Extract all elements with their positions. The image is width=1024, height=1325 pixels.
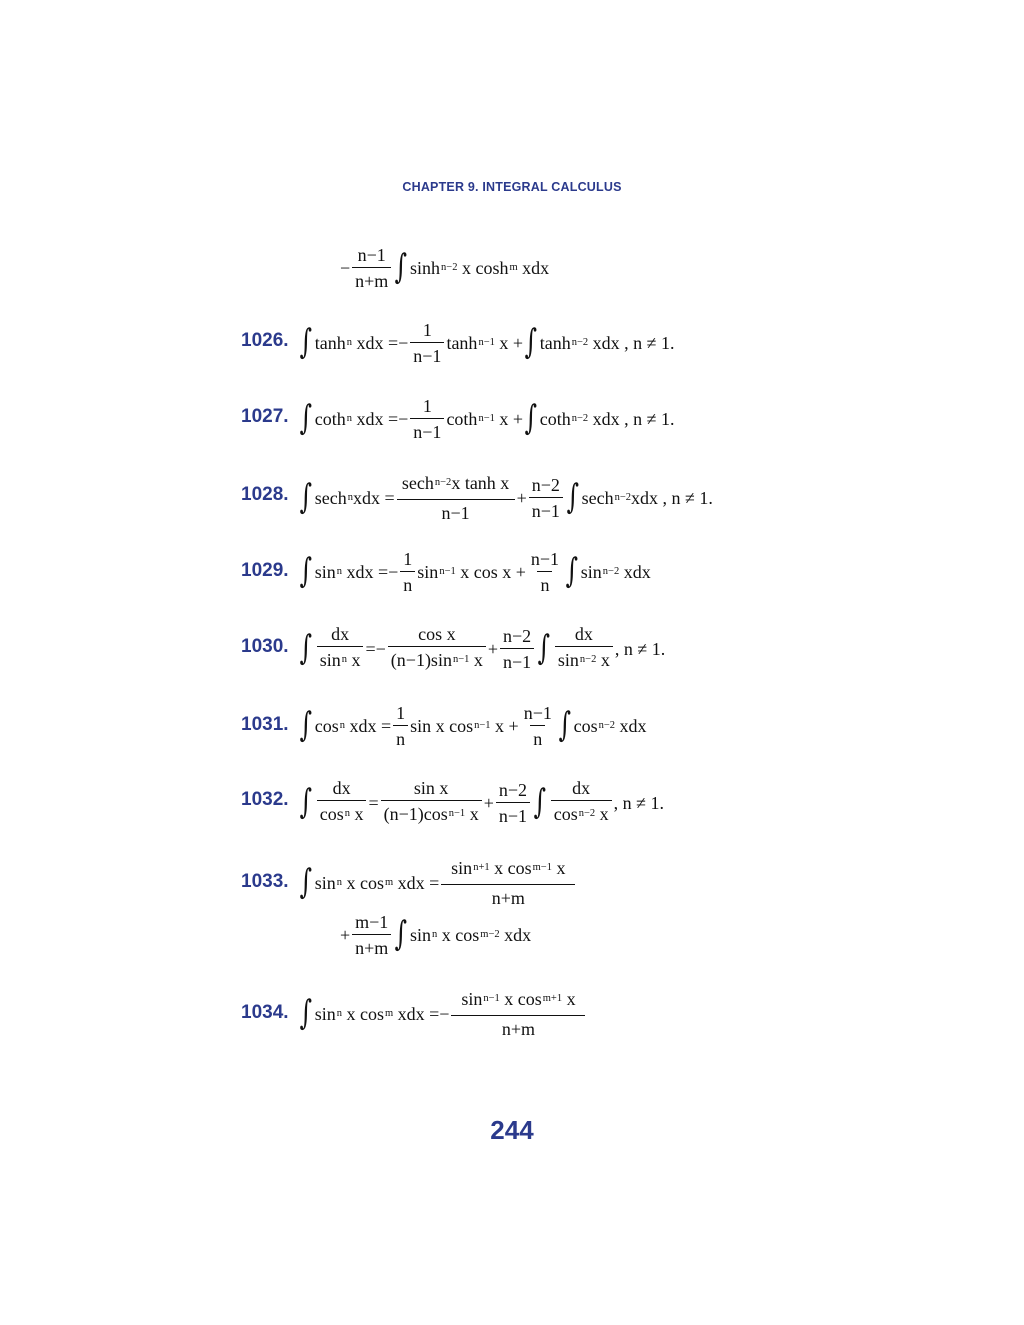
integral-sign: ∫ (299, 705, 313, 745)
lhs: coth$^n$ xdx =− (314, 408, 409, 429)
numerator: n−2 (531, 475, 560, 495)
denominator: n (537, 571, 552, 596)
numerator: 1 (422, 396, 432, 416)
lhs-fraction (317, 623, 364, 675)
formula-number-1028: 1028. (241, 484, 289, 505)
term-1: sin x $\cos^{n-1} x$ + (410, 715, 519, 736)
fraction-3 (551, 777, 612, 829)
fraction-2 (500, 625, 534, 673)
denominator: $(n-1)\sin^{n-1}$ x (388, 646, 486, 675)
integral-sign: ∫ (299, 398, 313, 438)
fraction-1 (381, 777, 482, 829)
formula-number-1026: 1026. (241, 330, 289, 351)
denominator: $\cos^{n-2} x$ (551, 800, 612, 829)
fraction-3 (555, 623, 613, 675)
numerator: n−1 (357, 245, 386, 265)
numerator: sech$^{n-2}$x tanh x (401, 473, 510, 493)
formula-1028 (298, 472, 713, 524)
integral-sign: ∫ (299, 782, 313, 822)
formula-number-1034: 1034. (241, 1002, 289, 1023)
term-2: $\tanh^{n-2}$ xdx , n ≠ 1. (539, 332, 675, 353)
denominator: n−1 (410, 418, 444, 443)
integral-sign: ∫ (299, 477, 313, 517)
term-2: $\sin^n x$ $\cos^{m-2}$ xdx (410, 924, 532, 945)
minus-sign: − (340, 257, 351, 278)
numerator: n−1 (530, 549, 560, 569)
formula-number-1030: 1030. (241, 636, 289, 657)
numerator: cos x (418, 624, 456, 644)
integral-sign: ∫ (565, 551, 579, 591)
denominator: $(n-1)\cos^{n-1}$ x (381, 800, 482, 829)
lhs-fraction (317, 777, 367, 829)
numerator: n−2 (503, 626, 532, 646)
denominator: n−1 (410, 342, 444, 367)
fraction-2 (496, 779, 530, 827)
fraction (410, 395, 444, 443)
integral-sign: ∫ (299, 551, 313, 591)
integral-sign: ∫ (524, 322, 538, 362)
lhs: $\cos^n$ xdx = (314, 715, 392, 736)
fraction-2 (529, 474, 563, 522)
denominator: n−1 (496, 802, 530, 827)
equals-sign: =− (365, 638, 386, 659)
denominator: $\cos^n x$ (317, 800, 367, 829)
denominator: n (530, 725, 545, 750)
term-1: $\tanh^{n-1} x$ + (446, 332, 524, 353)
term-2: coth$^{n-2}$ xdx , n ≠ 1. (539, 408, 675, 429)
formula-1029 (298, 548, 651, 596)
denominator: n (393, 725, 408, 750)
integral-sign: ∫ (299, 993, 313, 1033)
condition: , n ≠ 1. (614, 638, 666, 659)
term-1: $\sin^{n-1} x$ cos x + (417, 561, 526, 582)
formula-number-1031: 1031. (241, 714, 289, 735)
integral-sign: ∫ (394, 914, 408, 954)
lhs: $\tanh^n$ xdx =− (314, 332, 409, 353)
formula-1031 (298, 702, 647, 750)
fraction (410, 319, 444, 367)
denominator: n−1 (500, 648, 534, 673)
denominator: n+m (441, 884, 575, 909)
plus-sign: + (340, 924, 351, 945)
fraction-1 (393, 702, 408, 750)
plus-sign: + (483, 792, 494, 813)
numerator: sin x (413, 778, 449, 798)
formula-number-1029: 1029. (241, 560, 289, 581)
denominator: n−1 (529, 497, 563, 522)
lhs: $\sin^n$ xdx =− (314, 561, 399, 582)
denominator: n+m (352, 934, 391, 959)
fraction-2 (528, 548, 562, 596)
numerator: dx (574, 624, 593, 644)
integral-sign: ∫ (566, 477, 579, 517)
formula-number-1033: 1033. (241, 871, 289, 892)
integral-sign: ∫ (299, 862, 313, 902)
lhs: sech$^n$xdx = (314, 487, 395, 508)
term-2: $\sin^{n-2}$ xdx (580, 561, 651, 582)
formula-1032 (298, 777, 664, 829)
formula-1030 (298, 623, 665, 675)
fraction-1 (400, 548, 415, 596)
numerator: $\sin^{n-1} x$ $\cos^{m+1} x$ (461, 989, 576, 1009)
formula-1026 (298, 319, 675, 367)
term: $\sinh^{n-2} x$ $\cosh^m$ xdx (410, 257, 550, 278)
numerator: n−1 (523, 703, 552, 723)
numerator: 1 (403, 549, 413, 569)
integral-sign: ∫ (533, 782, 547, 822)
fraction-2 (352, 911, 391, 959)
equals-sign: = (368, 792, 379, 813)
fraction-2 (521, 702, 555, 750)
plus-sign: + (516, 487, 527, 508)
numerator: $\sin^{n+1} x$ $\cos^{m-1} x$ (451, 858, 566, 878)
denominator: n (400, 571, 415, 596)
formula-1033 (298, 857, 577, 909)
formula-1034 (298, 988, 587, 1040)
term-2: $\cos^{n-2}$ xdx (573, 715, 647, 736)
fraction-1 (451, 988, 585, 1040)
formula-1027 (298, 395, 675, 443)
numerator: 1 (422, 320, 432, 340)
numerator: dx (572, 778, 591, 798)
numerator: m−1 (355, 912, 389, 932)
condition: , n ≠ 1. (613, 792, 665, 813)
formula-continuation (340, 244, 549, 292)
denominator: n−1 (397, 499, 515, 524)
chapter-header: CHAPTER 9. INTEGRAL CALCULUS (402, 180, 622, 194)
formula-1033-line-2 (340, 911, 531, 959)
numerator: dx (331, 624, 350, 644)
integral-sign: ∫ (299, 628, 313, 668)
numerator: n−2 (498, 780, 527, 800)
numerator: 1 (396, 703, 406, 723)
denominator: $\sin^n x$ (317, 646, 364, 675)
lhs: $\sin^n x$ $\cos^m$ xdx = (314, 872, 440, 893)
integral-sign: ∫ (394, 247, 408, 287)
integral-sign: ∫ (558, 705, 571, 745)
plus-sign: + (487, 638, 499, 659)
fraction (352, 244, 391, 292)
fraction-1 (388, 623, 486, 675)
lhs: $\sin^n x$ $\cos^m$ xdx =− (314, 1003, 450, 1024)
integral-sign: ∫ (537, 628, 551, 668)
page-number: 244 (490, 1115, 534, 1145)
integral-sign: ∫ (299, 322, 313, 362)
fraction-1 (441, 857, 575, 909)
formula-number-1027: 1027. (241, 406, 289, 427)
fraction-1 (397, 472, 515, 524)
numerator: dx (332, 778, 351, 798)
denominator: $\sin^{n-2} x$ (555, 646, 613, 675)
term-1: coth$^{n-1}$ x + (446, 408, 524, 429)
denominator: n+m (451, 1015, 585, 1040)
integral-sign: ∫ (524, 398, 538, 438)
term-2: sech$^{n-2}$xdx , n ≠ 1. (581, 487, 713, 508)
formula-number-1032: 1032. (241, 789, 289, 810)
denominator: n+m (352, 267, 391, 292)
